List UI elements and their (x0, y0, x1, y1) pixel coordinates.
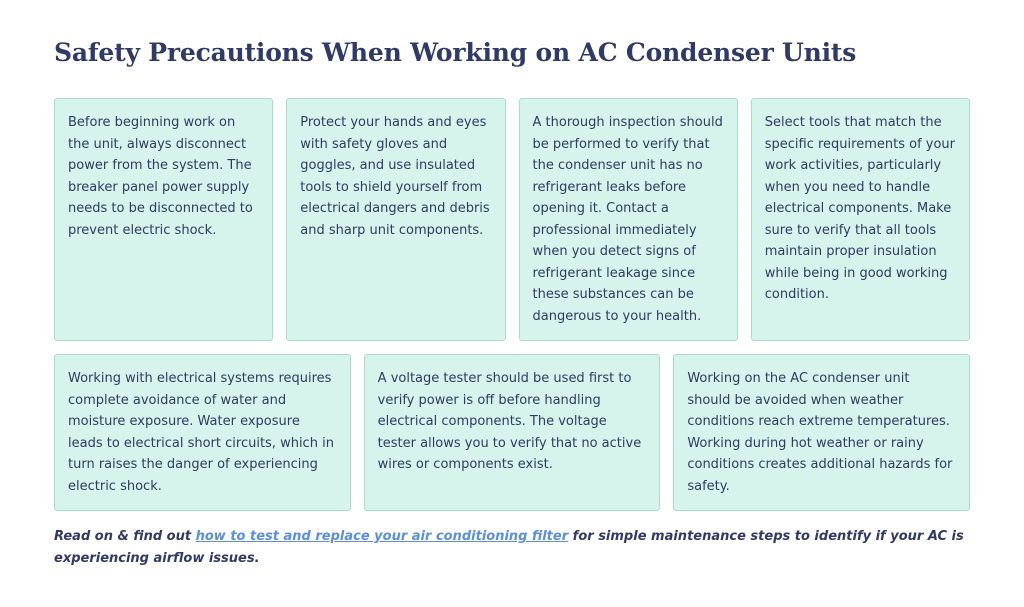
card-text: A voltage tester should be used first to verify power is off before handling electrical components. The voltage tester allows you to verify that no active wires or components exist. (377, 371, 642, 472)
card-text: Before beginning work on the unit, always disconnect power from the system. The breaker panel power supply needs to be disconnected to prevent electric shock. (68, 115, 253, 238)
safety-card-row-2 (54, 354, 970, 511)
air-filter-guide-link[interactable]: how to test and replace your air conditioning filter (195, 529, 569, 544)
footer-suffix: for simple maintenance steps to identify if your AC is experiencing airflow issues. (54, 529, 964, 566)
safety-card-protective-gear (286, 98, 505, 341)
safety-card-avoid-water (54, 354, 351, 511)
safety-card-voltage-tester (364, 354, 661, 511)
footer-note (54, 526, 970, 569)
card-text: A thorough inspection should be performed to verify that the condenser unit has no refrigerant leaks before opening it. Contact a professional immediately when you detect signs of refrigerant leakage since these substances can be dangerous to your health. (532, 115, 723, 324)
footer-prefix: Read on & find out (54, 529, 196, 544)
card-text: Select tools that match the specific requirements of your work activities, particularly when you need to handle electrical components. Make sure to verify that all tools maintain proper insulation while being in good working condition. (764, 115, 956, 302)
safety-card-proper-tools (751, 98, 970, 341)
card-text: Protect your hands and eyes with safety gloves and goggles, and use insulated tools to shield yourself from electrical dangers and debris and sharp unit components. (300, 115, 490, 238)
card-text: Working with electrical systems requires complete avoidance of water and moisture exposure. Water exposure leads to electrical short circuits, which in turn raises the danger of experiencing electric shock. (68, 371, 334, 494)
card-text: Working on the AC condenser unit should be avoided when weather conditions reach extreme temperatures. Working during hot weather or rainy conditions creates additional hazards for safety. (687, 371, 953, 494)
safety-card-weather-conditions (673, 354, 970, 511)
page-title: Safety Precautions When Working on AC Condenser Units (54, 38, 857, 67)
safety-card-refrigerant-leaks (519, 98, 738, 341)
safety-card-disconnect-power (54, 98, 273, 341)
safety-card-row-1 (54, 98, 970, 341)
